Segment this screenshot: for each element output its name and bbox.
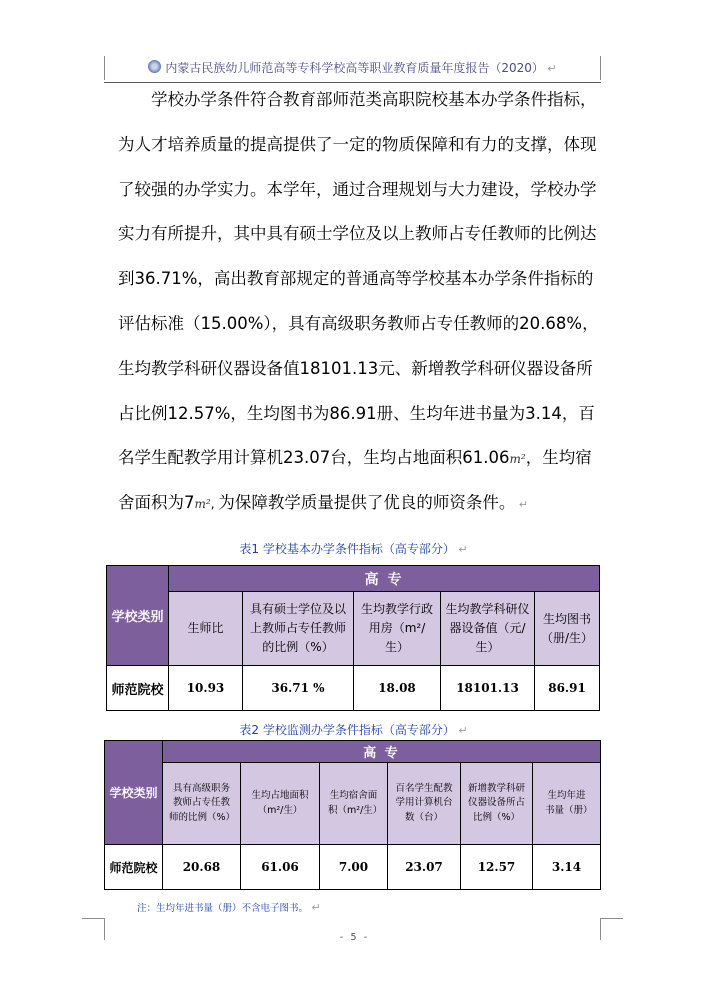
paragraph-line-part: ，生均宿 [525,448,592,468]
school-type-header: 学校类别 [107,566,169,666]
table-cell: 12.57 [461,845,533,890]
table-cell: 18.08 [354,666,441,711]
basic-conditions-table [106,565,600,711]
paragraph-mark-icon: ↵ [454,543,468,556]
row-label: 师范院校 [105,845,163,890]
table-cell: 86.91 [535,666,600,711]
table-cell: 10.93 [169,666,243,711]
table-cell: 7.00 [320,845,388,890]
table2-caption [0,721,707,738]
table-cell: 18101.13 [441,666,535,711]
crop-mark-bottom-right-h [601,918,623,919]
caption-text: 表2 学校监测办学条件指标（高专部分） [239,723,455,737]
table-cell: 61.06 [241,845,320,890]
column-header: 生均教学科研仪器设备值（元/生） [441,592,535,666]
gaozhuan-header: 高 专 [163,741,601,763]
column-header: 新增教学科研仪器设备所占比例（%） [461,763,533,845]
gaozhuan-header: 高 专 [169,566,600,592]
column-header: 生均宿舍面积（m²/生） [320,763,388,845]
column-header: 百名学生配教学用计算机台数（台） [388,763,461,845]
table-cell: 20.68 [163,845,241,890]
paragraph-line: 了较强的办学实力。本学年，通过合理规划与大力建设，学校办学 [118,179,597,199]
table-note [137,900,321,914]
column-header: 生师比 [169,592,243,666]
paragraph-line: 实力有所提升，其中具有硕士学位及以上教师占专任教师的比例达 [118,224,597,244]
paragraph-mark-icon: ↵ [515,498,529,512]
header-title: 内蒙古民族幼儿师范高等专科学校高等职业教育质量年度报告（2020） [165,61,544,75]
paragraph-line: 为人才培养质量的提高提供了一定的物质保障和有力的支撑，体现 [118,134,597,154]
table-cell: 36.71 % [243,666,354,711]
paragraph-line: 舍面积为7m², 为保障教学质量提供了优良的师资条件。 ↵ [118,493,529,513]
paragraph-line-part: 为保障教学质量提供了优良的师资条件。 [218,493,516,513]
column-header: 生均图书（册/生） [535,592,600,666]
column-header: 生均教学行政用房（m²/生） [354,592,441,666]
crop-mark-bottom-left-h [82,918,104,919]
paragraph-line: 生均教学科研仪器设备值18101.13元、新增教学科研仪器设备所 [118,358,593,378]
body-paragraph [118,78,608,526]
paragraph-line-part: 名学生配教学用计算机23.07台，生均占地面积61.06 [118,448,510,468]
school-logo-icon [148,60,161,73]
monitoring-conditions-table [104,740,601,890]
paragraph-mark-icon: ↵ [308,901,321,914]
column-header: 生均年进书量（册） [533,763,601,845]
paragraph-line: 学校办学条件符合教育部师范类高职院校基本办学条件指标， [151,90,597,109]
table-cell: 23.07 [388,845,461,890]
note-text: 注：生均年进书量（册）不含电子图书。 [137,903,309,914]
table1-caption [0,540,707,557]
table-cell: 3.14 [533,845,601,890]
caption-text: 表1 学校基本办学条件指标（高专部分） [239,542,455,556]
unit-square-meter: m² [194,497,211,512]
row-label: 师范院校 [107,666,169,711]
paragraph-mark-icon: ↵ [454,724,468,737]
unit-square-meter: m² [509,452,526,467]
paragraph-line [118,436,608,481]
paragraph-line: 占比例12.57%，生均图书为86.91册、生均年进书量为3.14，百 [118,403,595,423]
paragraph-line-part: 舍面积为7 [118,493,195,513]
column-header: 具有硕士学位及以上教师占专任教师的比例（%） [243,592,354,666]
column-header: 具有高级职务教师占专任教师的比例（%） [163,763,241,845]
paragraph-mark-icon: ↵ [543,62,557,75]
page-number: - 5 - [338,932,369,943]
paragraph-line: 到36.71%，高出教育部规定的普通高等学校基本办学条件指标的 [118,269,594,289]
column-header: 生均占地面积（m²/生） [241,763,320,845]
school-type-header: 学校类别 [105,741,163,845]
paragraph-line: 评估标准（15.00%），具有高级职务教师占专任教师的20.68%， [118,313,599,333]
